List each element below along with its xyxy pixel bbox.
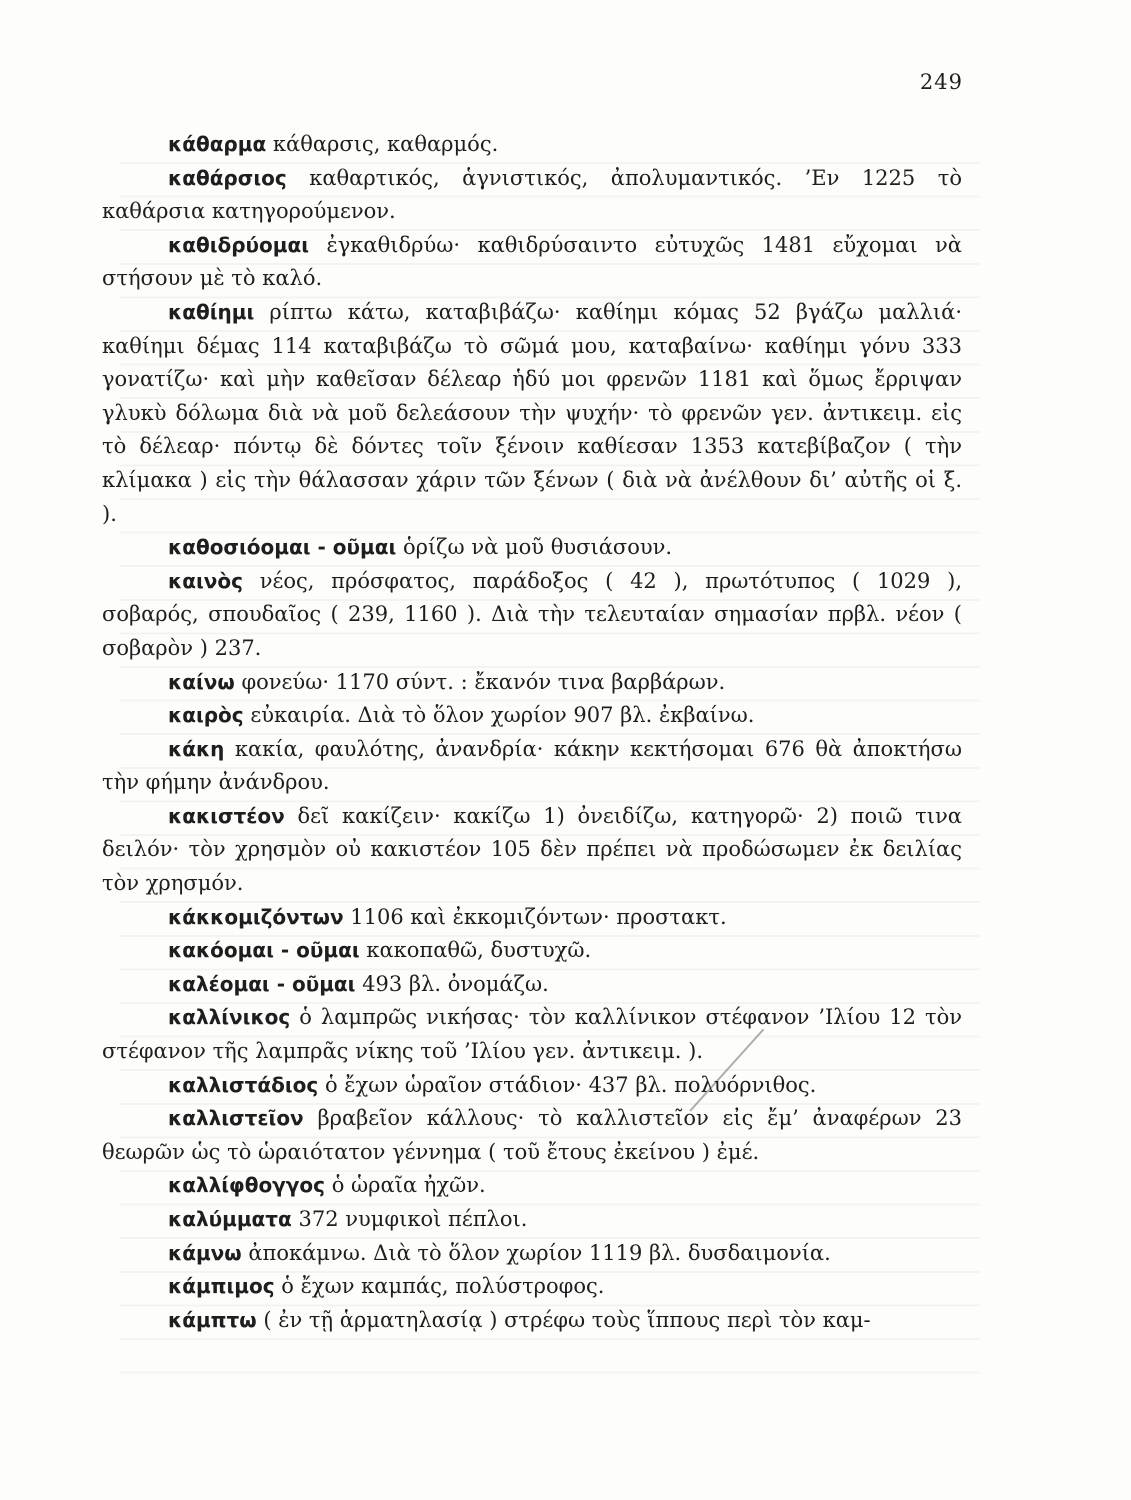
entry-definition: ὁρίζω νὰ μοῦ θυσιάσουν. [402,535,673,560]
entry-headword: καίνω [168,669,235,694]
page-number: 249 [919,70,963,94]
entry-headword: κάθαρμα [168,132,267,156]
entry-headword: καλλίφθογγος [168,1173,326,1198]
entry-definition: νέος, πρόσφατος, παράδοξος ( 42 ), πρωτότυπος ( 1029 ), σοβαρός, σπουδαῖος ( 239, 1160 ). Διὰ τὴν τελευταίαν σημασίαν πρβλ. νέον ( σοβαρὸν ) 237. [102,568,962,660]
entry-headword: καλλιστεῖον [168,1106,304,1131]
glossary-entry [102,1270,962,1304]
entry-headword: κακόομαι - οῦμαι [168,938,360,963]
entry-definition: κακοπαθῶ, δυστυχῶ. [366,938,592,963]
entry-definition: ἀποκάμνω. Διὰ τὸ ὅλον χωρίον 1119 βλ. δυσδαιμονία. [248,1240,831,1265]
glossary-entry [102,934,962,968]
glossary-entry [102,1001,962,1068]
glossary-entry [102,968,962,1002]
entry-definition: κάθαρσις, καθαρμός. [272,132,499,156]
entry-definition: καθαρτικός, ἁγνιστικός, ἀπολυμαντικός. ’Εν 1225 τὸ καθάρσια κατηγορούμενον. [102,165,962,224]
entry-headword: κάκκομιζόντων [168,904,344,929]
entry-definition: ὁ ἔχων ὡραῖον στάδιον· 437 βλ. πολυόρνιθος. [324,1072,817,1097]
entry-definition: ὁ ὡραῖα ἠχῶν. [331,1173,486,1198]
entry-definition: εὐκαιρία. Διὰ τὸ ὅλον χωρίον 907 βλ. ἐκβαίνω. [250,703,755,728]
entry-definition: ρίπτω κάτω, καταβιβάζω· καθίημι κόμας 52 βγάζω μαλλιά· καθίημι δέμας 114 καταβιβάζω τὸ σῶμά μου, καταβαίνω· καθίημι γόνυ 333 γονατίζω· καὶ μὴν καθεῖσαν δέλεαρ ἡδύ μοι φρενῶν 1181 καὶ ὅμως ἔρριψαν γλυκὺ δόλωμα διὰ νὰ μοῦ δελεάσουν τὴν ψυχήν· τὸ φρενῶν γεν. ἀντικειμ. εἰς τὸ δέλεαρ· πόντῳ δὲ δόντες τοῖν ξένοιν καθίεσαν 1353 κατεβίβαζον ( τὴν κλίμακα ) εἰς τὴν θάλασσαν χάριν τῶν ξένων ( διὰ νὰ ἀνέλθουν δι’ αὐτῆς οἱ ξ. ). [102,299,962,526]
entry-definition: 1106 καὶ ἐκκομιζόντων· προστακτ. [350,904,727,929]
entry-definition: βραβεῖον κάλλους· τὸ καλλιστεῖον εἰς ἔμ’ ἀναφέρων 23 θεωρῶν ὡς τὸ ὡραιότατον γέννημα ( τοῦ ἔτους ἐκείνου ) ἐμέ. [102,1106,962,1164]
entry-definition: ( ἐν τῇ ἁρματηλασίᾳ ) στρέφω τοὺς ἵππους περὶ τὸν καμ- [263,1307,871,1332]
entry-headword: καθοσιόομαι - οῦμαι [168,535,397,560]
entry-definition: κακία, φαυλότης, ἀνανδρία· κάκην κεκτήσομαι 676 θὰ ἀποκτήσω τὴν φήμην ἀνάνδρου. [102,736,962,795]
glossary-entry [102,531,962,565]
glossary-entry [102,296,962,531]
glossary-entry [102,1102,962,1169]
entry-headword: καλλίνικος [168,1005,291,1030]
glossary-entry [102,699,962,733]
glossary-entry [102,1203,962,1237]
glossary-entry [102,901,962,935]
glossary-entry [102,666,962,700]
entry-headword: καιρὸς [168,703,244,728]
glossary-entry [102,1237,962,1271]
entry-headword: κάμπτω [168,1307,257,1332]
entry-headword: κάμπιμος [168,1274,275,1299]
entry-headword: κακιστέον [168,803,285,828]
glossary-entry [102,565,962,666]
entry-definition: δεῖ κακίζειν· κακίζω 1) ὀνειδίζω, κατηγορῶ· 2) ποιῶ τινα δειλόν· τὸν χρησμὸν οὐ κακιστέον 105 δὲν πρέπει νὰ προδώσωμεν ἐκ δειλίας τὸν χρησμόν. [102,803,962,896]
glossary-entry [102,1169,962,1203]
entry-headword: καθιδρύομαι [168,232,310,257]
entry-headword: κάμνω [168,1240,242,1265]
entry-headword: κάκη [168,736,225,761]
entry-definition: ἐγκαθιδρύω· καθιδρύσαιντο εὐτυχῶς 1481 εὔχομαι νὰ στήσουν μὲ τὸ καλό. [102,232,962,291]
entry-headword: καθάρσιος [168,165,287,190]
entry-headword: καινὸς [168,568,243,593]
glossary-entry [102,1069,962,1103]
glossary-entry [102,733,962,800]
glossary-entry [102,128,962,162]
entry-definition: 372 νυμφικοὶ πέπλοι. [298,1207,528,1231]
glossary-entry [102,800,962,901]
entry-headword: καθίημι [168,299,255,324]
glossary-entry [102,229,962,296]
glossary-entry [102,1304,962,1338]
entry-definition: ὁ ἔχων καμπάς, πολύστροφος. [281,1274,605,1299]
glossary-entry [102,162,962,229]
entry-headword: καλύμματα [168,1207,292,1231]
glossary-entries [102,128,962,1337]
entry-definition: φονεύω· 1170 σύντ. : ἔκανόν τινα βαρβάρων. [241,669,726,694]
entry-headword: καλέομαι - οῦμαι [168,971,356,996]
entry-definition: ὁ λαμπρῶς νικήσας· τὸν καλλίνικον στέφανον ’Ιλίου 12 τὸν στέφανον τῆς λαμπρᾶς νίκης τοῦ ’Ιλίου γεν. ἀντικειμ. ). [102,1005,962,1064]
entry-definition: 493 βλ. ὀνομάζω. [362,971,549,996]
entry-headword: καλλιστάδιος [168,1072,319,1097]
